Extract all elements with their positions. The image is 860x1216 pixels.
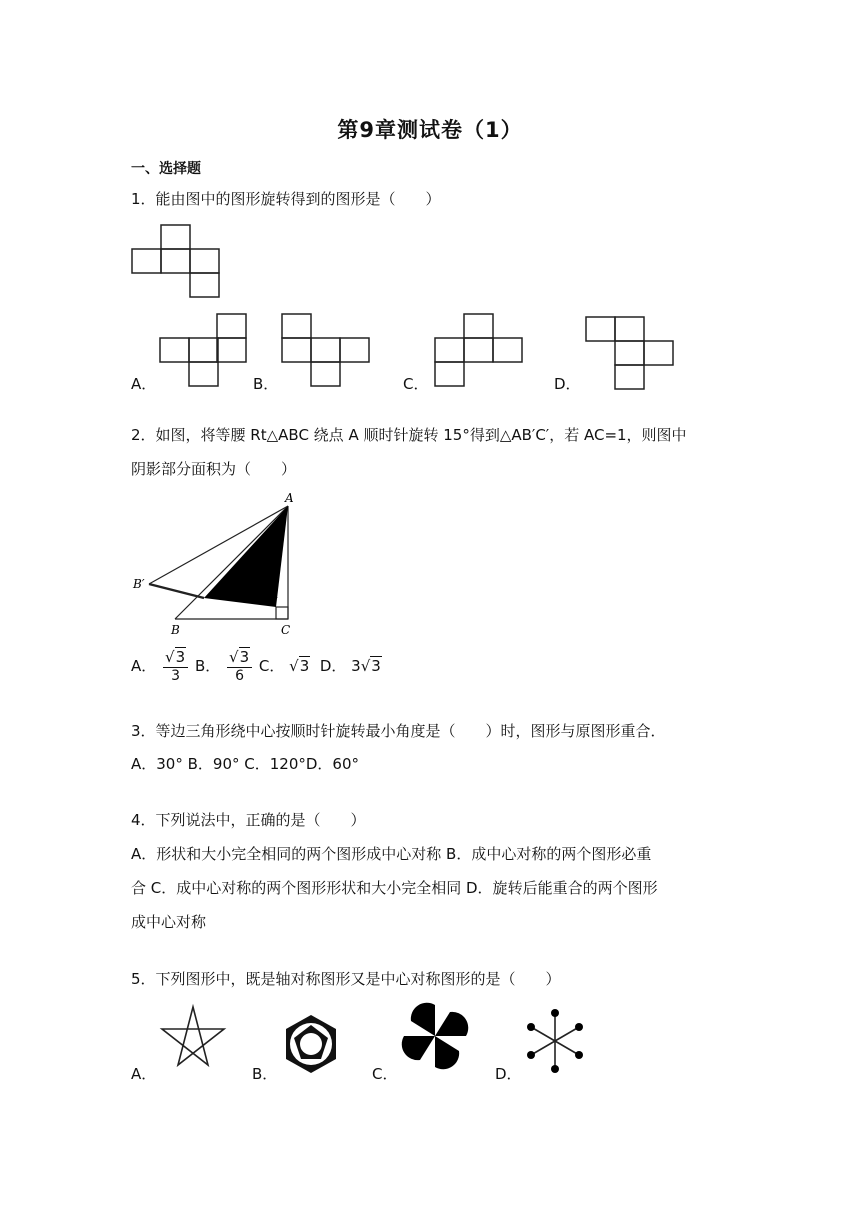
q1-option-b-label: B．	[253, 375, 279, 393]
q2-option-d-label: D．	[319, 657, 347, 675]
page-title: 第9章测试卷（1）	[337, 118, 523, 142]
question-4-line-3[interactable]: 合 C．成中心对称的两个图形形状和大小完全相同 D．旋转后能重合的两个图形	[131, 879, 658, 897]
q1-original-figure	[131, 224, 223, 300]
question-4-line-4[interactable]: 成中心对称	[131, 913, 207, 931]
label-b: B	[171, 623, 180, 637]
q1-option-d-label: D．	[554, 375, 581, 393]
question-5-text: 5．下列图形中，既是轴对称图形又是中心对称图形的是（ ）	[131, 970, 561, 988]
q1-option-c-figure[interactable]	[434, 313, 526, 389]
question-3-options[interactable]: A．30° B．90° C．120°D．60°	[131, 755, 360, 773]
q5-option-c-label: C．	[372, 1065, 398, 1083]
q5-option-b-label: B．	[252, 1065, 278, 1083]
section-heading: 一、选择题	[131, 161, 201, 177]
hexagon-icon[interactable]	[280, 1013, 342, 1075]
question-3-text: 3．等边三角形绕中心按顺时针旋转最小角度是（ ）时，图形与原图形重合．	[131, 722, 666, 740]
label-c: C	[281, 623, 291, 637]
q2-option-d-value[interactable]: 3√3	[351, 657, 381, 675]
label-a: A	[285, 491, 294, 505]
q1-option-b-figure[interactable]	[281, 313, 373, 389]
question-2-line-1: 2．如图，将等腰 Rt△ABC 绕点 A 顺时针旋转 15°得到△AB′C′，若 AC=1，则图中	[131, 426, 687, 444]
six-spoke-icon[interactable]	[522, 1008, 588, 1074]
q1-option-a-figure[interactable]	[159, 313, 251, 389]
label-c-prime: C′	[267, 595, 278, 608]
q2-option-a-label: A．	[131, 657, 157, 675]
q5-option-d-label: D．	[495, 1065, 522, 1083]
pinwheel-icon[interactable]	[402, 1003, 468, 1069]
q2-options	[131, 648, 382, 685]
label-b-prime: B′	[133, 577, 145, 591]
question-4-line-2[interactable]: A．形状和大小完全相同的两个图形成中心对称 B．成中心对称的两个图形必重	[131, 845, 652, 863]
q2-option-a-value[interactable]: $\frac{√3}{3}$	[163, 649, 188, 685]
q2-triangle-figure	[131, 488, 301, 640]
q2-option-b-value[interactable]: $\frac{√3}{6}$	[227, 649, 252, 685]
q2-option-c-value[interactable]: √3	[289, 657, 310, 675]
q5-option-a-label: A．	[131, 1065, 157, 1083]
question-4-line-1: 4．下列说法中，正确的是（ ）	[131, 811, 366, 829]
question-2-line-2: 阴影部分面积为（ ）	[131, 460, 297, 478]
q1-option-a-label: A．	[131, 375, 157, 393]
q1-option-d-figure[interactable]	[585, 316, 677, 392]
q2-option-c-label: C．	[258, 657, 285, 675]
q1-option-c-label: C．	[403, 375, 429, 393]
question-1-text: 1．能由图中的图形旋转得到的图形是（ ）	[131, 190, 441, 208]
q2-option-b-label: B．	[194, 657, 221, 675]
star-icon[interactable]	[160, 1003, 226, 1071]
